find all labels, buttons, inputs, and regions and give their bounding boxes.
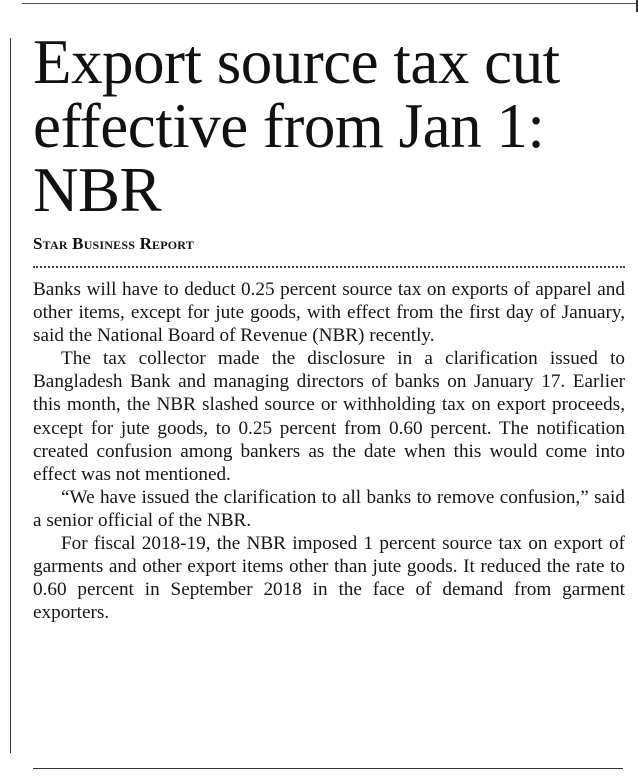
news-article [33,27,625,624]
top-border-rule [22,3,638,4]
article-paragraph: “We have issued the clarification to all banks to remove confusion,” said a senior official of the NBR. [33,486,625,531]
article-end-rule [33,768,623,769]
byline-dotted-separator [33,266,625,268]
article-body [33,278,625,624]
column-divider-rule [10,38,11,753]
article-paragraph: For fiscal 2018-19, the NBR imposed 1 percent source tax on export of garments and other export items other than jute goods. It reduced the rate to 0.60 percent in September 2018 in the face of demand from garment exporters. [33,533,625,624]
article-byline: Star Business Report [33,234,194,253]
article-paragraph: The tax collector made the disclosure in a clarification issued to Bangladesh Bank and managing directors of banks on January 17. Earlier this month, the NBR slashed source or withholding tax on export proceeds, except for jute goods, to 0.25 percent from 0.60 percent. The notification created confusion among bankers as the date when this would come into effect was not mentioned. [33,348,625,485]
article-paragraph: Banks will have to deduct 0.25 percent source tax on exports of apparel and other items, except for jute goods, with effect from the first day of January, said the National Board of Revenue (NBR) recently. [33,279,625,347]
article-headline: Export source tax cut effective from Jan 1: NBR [33,27,560,225]
